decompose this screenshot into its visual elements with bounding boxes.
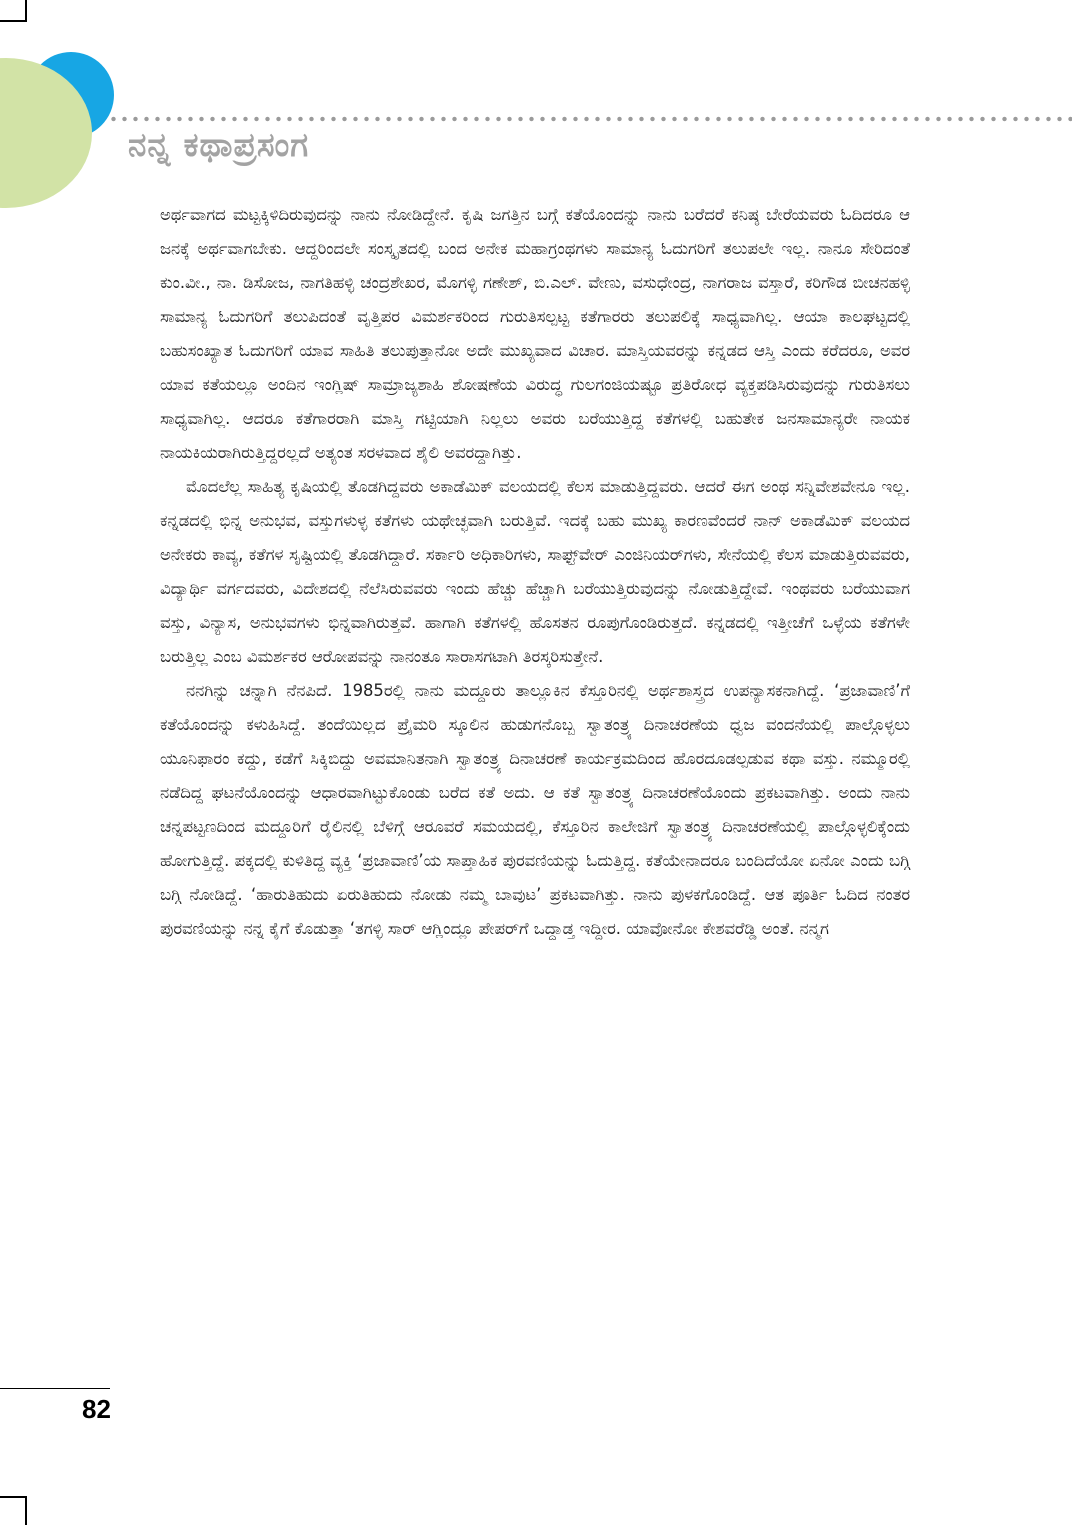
dotted-divider [108,115,1072,123]
crop-mark-top-h [0,20,27,22]
page-number: 82 [82,1394,111,1424]
paragraph: ನನಗಿನ್ನು ಚನ್ನಾಗಿ ನೆನಪಿದೆ. 1985ರಲ್ಲಿ ನಾನು ಮದ್ದೂರು ತಾಲ್ಲೂಕಿನ ಕೆಸ್ತೂರಿನಲ್ಲಿ ಅರ್ಥಶಾಸ್ತ್ರದ ಉಪನ್ಯಾಸಕನಾಗಿದ್ದೆ. ‘ಪ್ರಜಾವಾಣಿ’ಗೆ ಕತೆಯೊಂದನ್ನು ಕಳುಹಿಸಿದ್ದೆ. ತಂದೆಯಿಲ್ಲದ ಪ್ರೈಮರಿ ಸ್ಕೂಲಿನ ಹುಡುಗನೊಬ್ಬ ಸ್ವಾತಂತ್ರ್ಯ ದಿನಾಚರಣೆಯ ಧ್ವಜ ವಂದನೆಯಲ್ಲಿ ಪಾಲ್ಗೊಳ್ಳಲು ಯೂನಿಫಾರಂ ಕದ್ದು, ಕಡೆಗೆ ಸಿಕ್ಕಿಬಿದ್ದು ಅವಮಾನಿತನಾಗಿ ಸ್ವಾತಂತ್ರ್ಯ ದಿನಾಚರಣೆ ಕಾರ್ಯಕ್ರಮದಿಂದ ಹೊರದೂಡಲ್ಪಡುವ ಕಥಾ ವಸ್ತು. ನಮ್ಮೂರಲ್ಲಿ ನಡೆದಿದ್ದ ಘಟನೆಯೊಂದನ್ನು ಆಧಾರವಾಗಿಟ್ಟುಕೊಂಡು ಬರೆದ ಕತೆ ಅದು. ಆ ಕತೆ ಸ್ವಾತಂತ್ರ್ಯ ದಿನಾಚರಣೆಯೊಂದು ಪ್ರಕಟವಾಗಿತ್ತು. ಅಂದು ನಾನು ಚನ್ನಪಟ್ಟಣದಿಂದ ಮದ್ದೂರಿಗೆ ರೈಲಿನಲ್ಲಿ ಬೆಳಿಗ್ಗೆ ಆರೂವರೆ ಸಮಯದಲ್ಲಿ, ಕೆಸ್ತೂರಿನ ಕಾಲೇಜಿಗೆ ಸ್ವಾತಂತ್ರ್ಯ ದಿನಾಚರಣೆಯಲ್ಲಿ ಪಾಲ್ಗೊಳ್ಳಲಿಕ್ಕೆಂದು ಹೋಗುತ್ತಿದ್ದೆ. ಪಕ್ಕದಲ್ಲಿ ಕುಳಿತಿದ್ದ ವ್ಯಕ್ತಿ ‘ಪ್ರಜಾವಾಣಿ’ಯ ಸಾಪ್ತಾಹಿಕ ಪುರವಣಿಯನ್ನು ಓದುತ್ತಿದ್ದ. ಕತೆಯೇನಾದರೂ ಬಂದಿದೆಯೋ ಏನೋ ಎಂದು ಬಗ್ಗಿ ಬಗ್ಗಿ ನೋಡಿದ್ದೆ. ‘ಹಾರುತಿಹುದು ಏರುತಿಹುದು ನೋಡು ನಮ್ಮ ಬಾವುಟ’ ಪ್ರಕಟವಾಗಿತ್ತು. ನಾನು ಪುಳಕಗೊಂಡಿದ್ದೆ. ಆತ ಪೂರ್ತಿ ಓದಿದ ನಂತರ ಪುರವಣಿಯನ್ನು ನನ್ನ ಕೈಗೆ ಕೊಡುತ್ತಾ ‘ತಗಳ್ಳಿ ಸಾರ್ ಆಗ್ಲಿಂದ್ಲೂ ಪೇಪರ್‌ಗೆ ಒದ್ದಾಡ್ತ ಇದ್ದೀರ. ಯಾವೋನೋ ಕೇಶವರೆಡ್ಡಿ ಅಂತೆ. ನನ್ಮಗ [160,681,910,938]
paragraph: ಮೊದಲೆಲ್ಲ ಸಾಹಿತ್ಯ ಕೃಷಿಯಲ್ಲಿ ತೊಡಗಿದ್ದವರು ಅಕಾಡೆಮಿಕ್ ವಲಯದಲ್ಲಿ ಕೆಲಸ ಮಾಡುತ್ತಿದ್ದವರು. ಆದರೆ ಈಗ ಅಂಥ ಸನ್ನಿವೇಶವೇನೂ ಇಲ್ಲ. ಕನ್ನಡದಲ್ಲಿ ಭಿನ್ನ ಅನುಭವ, ವಸ್ತುಗಳುಳ್ಳ ಕತೆಗಳು ಯಥೇಚ್ಛವಾಗಿ ಬರುತ್ತಿವೆ. ಇದಕ್ಕೆ ಬಹು ಮುಖ್ಯ ಕಾರಣವೆಂದರೆ ನಾನ್ ಅಕಾಡೆಮಿಕ್ ವಲಯದ ಅನೇಕರು ಕಾವ್ಯ, ಕತೆಗಳ ಸೃಷ್ಟಿಯಲ್ಲಿ ತೊಡಗಿದ್ದಾರೆ. ಸರ್ಕಾರಿ ಅಧಿಕಾರಿಗಳು, ಸಾಫ್ಟ್‌ವೇರ್ ಎಂಜಿನಿಯರ್‌ಗಳು, ಸೇನೆಯಲ್ಲಿ ಕೆಲಸ ಮಾಡುತ್ತಿರುವವರು, ವಿದ್ಯಾರ್ಥಿ ವರ್ಗದವರು, ವಿದೇಶದಲ್ಲಿ ನೆಲೆಸಿರುವವರು ಇಂದು ಹೆಚ್ಚು ಹೆಚ್ಚಾಗಿ ಬರೆಯುತ್ತಿರುವುದನ್ನು ನೋಡುತ್ತಿದ್ದೇವೆ. ಇಂಥವರು ಬರೆಯುವಾಗ ವಸ್ತು, ವಿನ್ಯಾಸ, ಅನುಭವಗಳು ಭಿನ್ನವಾಗಿರುತ್ತವೆ. ಹಾಗಾಗಿ ಕತೆಗಳಲ್ಲಿ ಹೊಸತನ ರೂಪುಗೊಂಡಿರುತ್ತದೆ. ಕನ್ನಡದಲ್ಲಿ ಇತ್ತೀಚೆಗೆ ಒಳ್ಳೆಯ ಕತೆಗಳೇ ಬರುತ್ತಿಲ್ಲ ಎಂಬ ವಿಮರ್ಶಕರ ಆರೋಪವನ್ನು ನಾನಂತೂ ಸಾರಾಸಗಟಾಗಿ ತಿರಸ್ಕರಿಸುತ್ತೇನೆ. [160,477,910,666]
chapter-title: ನನ್ನ ಕಥಾಪ್ರಸಂಗ [128,125,310,164]
crop-mark-bottom-h [0,1496,27,1498]
crop-mark-top-v [25,0,27,22]
paragraph: ಅರ್ಥವಾಗದ ಮಟ್ಟಕ್ಕಿಳಿದಿರುವುದನ್ನು ನಾನು ನೋಡಿದ್ದೇನೆ. ಕೃಷಿ ಜಗತ್ತಿನ ಬಗ್ಗೆ ಕತೆಯೊಂದನ್ನು ನಾನು ಬರೆದರೆ ಕನಿಷ್ಠ ಬೇರೆಯವರು ಓದಿದರೂ ಆ ಜನಕ್ಕೆ ಅರ್ಥವಾಗಬೇಕು. ಆದ್ದರಿಂದಲೇ ಸಂಸ್ಕೃತದಲ್ಲಿ ಬಂದ ಅನೇಕ ಮಹಾಗ್ರಂಥಗಳು ಸಾಮಾನ್ಯ ಓದುಗರಿಗೆ ತಲುಪಲೇ ಇಲ್ಲ. ನಾನೂ ಸೇರಿದಂತೆ ಕುಂ.ವೀ., ನಾ. ಡಿಸೋಜ, ನಾಗತಿಹಳ್ಳಿ ಚಂದ್ರಶೇಖರ, ಮೊಗಳ್ಳಿ ಗಣೇಶ್, ಬಿ.ಎಲ್. ವೇಣು, ವಸುಧೇಂದ್ರ, ನಾಗರಾಜ ವಸ್ತಾರೆ, ಕರಿಗೌಡ ಬೀಚನಹಳ್ಳಿ ಸಾಮಾನ್ಯ ಓದುಗರಿಗೆ ತಲುಪಿದಂತೆ ವೃತ್ತಿಪರ ವಿಮರ್ಶಕರಿಂದ ಗುರುತಿಸಲ್ಪಟ್ಟ ಕತೆಗಾರರು ತಲುಪಲಿಕ್ಕೆ ಸಾಧ್ಯವಾಗಿಲ್ಲ. ಆಯಾ ಕಾಲಘಟ್ಟದಲ್ಲಿ ಬಹುಸಂಖ್ಯಾತ ಓದುಗರಿಗೆ ಯಾವ ಸಾಹಿತಿ ತಲುಪುತ್ತಾನೋ ಅದೇ ಮುಖ್ಯವಾದ ವಿಚಾರ. ಮಾಸ್ತಿಯವರನ್ನು ಕನ್ನಡದ ಆಸ್ತಿ ಎಂದು ಕರೆದರೂ, ಅವರ ಯಾವ ಕತೆಯಲ್ಲೂ ಅಂದಿನ ಇಂಗ್ಲಿಷ್ ಸಾಮ್ರಾಜ್ಯಶಾಹಿ ಶೋಷಣೆಯ ವಿರುದ್ಧ ಗುಲಗಂಜಿಯಷ್ಟೂ ಪ್ರತಿರೋಧ ವ್ಯಕ್ತಪಡಿಸಿರುವುದನ್ನು ಗುರುತಿಸಲು ಸಾಧ್ಯವಾಗಿಲ್ಲ. ಆದರೂ ಕತೆಗಾರರಾಗಿ ಮಾಸ್ತಿ ಗಟ್ಟಿಯಾಗಿ ನಿಲ್ಲಲು ಅವರು ಬರೆಯುತ್ತಿದ್ದ ಕತೆಗಳಲ್ಲಿ ಬಹುತೇಕ ಜನಸಾಮಾನ್ಯರೇ ನಾಯಕ ನಾಯಕಿಯರಾಗಿರುತ್ತಿದ್ದರಲ್ಲದೆ ಅತ್ಯಂತ ಸರಳವಾದ ಶೈಲಿ ಅವರದ್ದಾಗಿತ್ತು. [160,205,910,462]
crop-mark-bottom-v [25,1496,27,1525]
footer-rule [0,1388,110,1389]
body-text [160,198,910,946]
